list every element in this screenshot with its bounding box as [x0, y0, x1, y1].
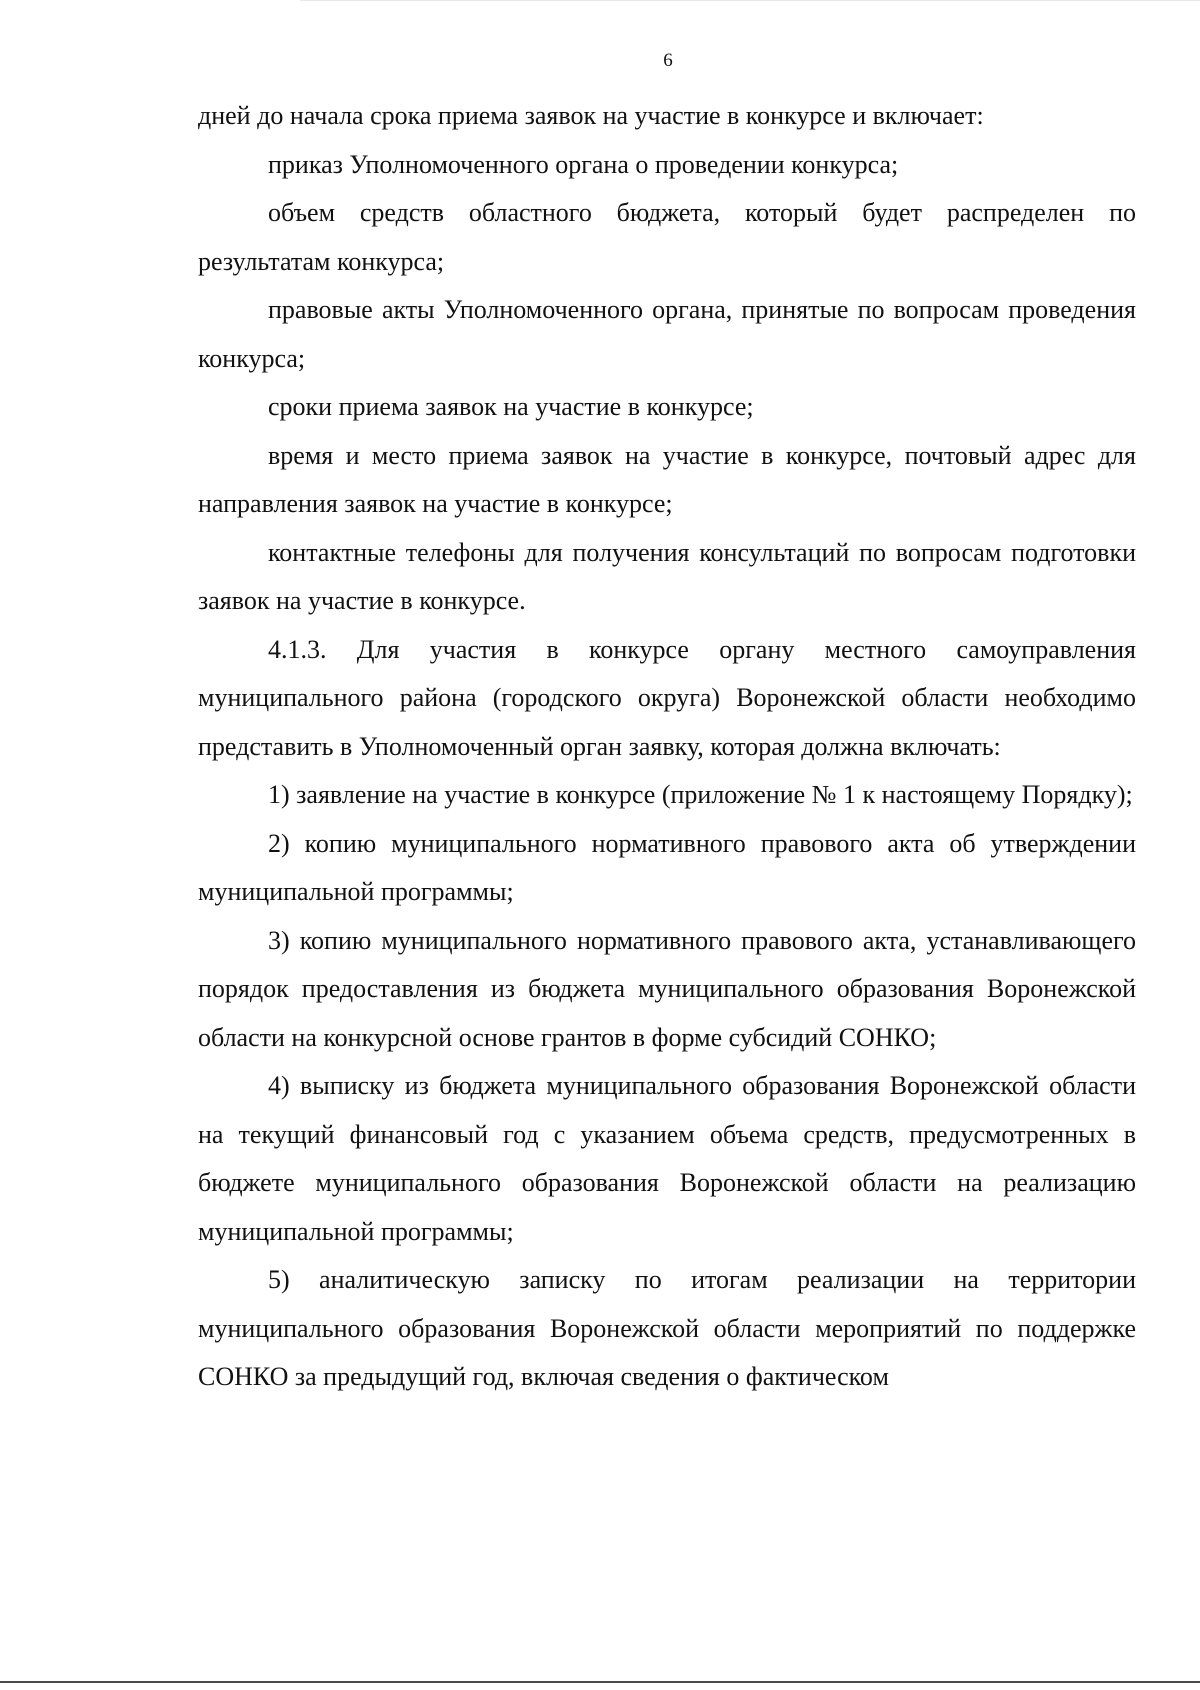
document-body — [198, 92, 1136, 1402]
paragraph-section-4-1-3: 4.1.3. Для участия в конкурсе органу местного самоуправления муниципального района (городского округа) Воронежской области необходимо представить в Уполномоченный орган заявку, которая должна включать: — [198, 634, 1136, 761]
paragraph-legal-acts: правовые акты Уполномоченного органа, принятые по вопросам проведения конкурса; — [198, 295, 1136, 373]
paragraph-order-item: приказ Уполномоченного органа о проведении конкурса; — [268, 149, 899, 179]
paragraph-time-place: время и место приема заявок на участие в конкурсе, почтовый адрес для направления заявок на участие в конкурсе; — [198, 440, 1136, 518]
list-item-2: 2) копию муниципального нормативного правового акта об утверждении муниципальной программы; — [198, 828, 1136, 906]
paragraph-continuation: дней до начала срока приема заявок на участие в конкурсе и включает: — [198, 101, 984, 130]
page-number: 6 — [663, 50, 673, 71]
list-item-5: 5) аналитическую записку по итогам реализации на территории муниципального образования Воронежской области мероприятий по поддержке СОНКО за предыдущий год, включая сведения о фактическом — [198, 1265, 1136, 1391]
list-item-3: 3) копию муниципального нормативного правового акта, устанавливающего порядок предоставления из бюджета муниципального образования Воронежской области на конкурсной основе грантов в форме субсидий СОНКО; — [198, 925, 1136, 1052]
paragraph-contact-phones: контактные телефоны для получения консультаций по вопросам подготовки заявок на участие в конкурсе. — [198, 537, 1136, 615]
list-item-1: 1) заявление на участие в конкурсе (приложение № 1 к настоящему Порядку); — [268, 780, 1133, 809]
paragraph-deadlines: сроки приема заявок на участие в конкурсе; — [268, 392, 754, 421]
list-item-4: 4) выписку из бюджета муниципального образования Воронежской области на текущий финансовый год с указанием объема средств, предусмотренных в бюджете муниципального образования Воронежской области на реализацию муниципальной программы; — [198, 1071, 1136, 1246]
paragraph-budget-volume: объем средств областного бюджета, который будет распределен по результатам конкурса; — [198, 198, 1136, 276]
scan-edge-bottom — [0, 1681, 1200, 1683]
scan-edge-top — [300, 0, 1200, 1]
